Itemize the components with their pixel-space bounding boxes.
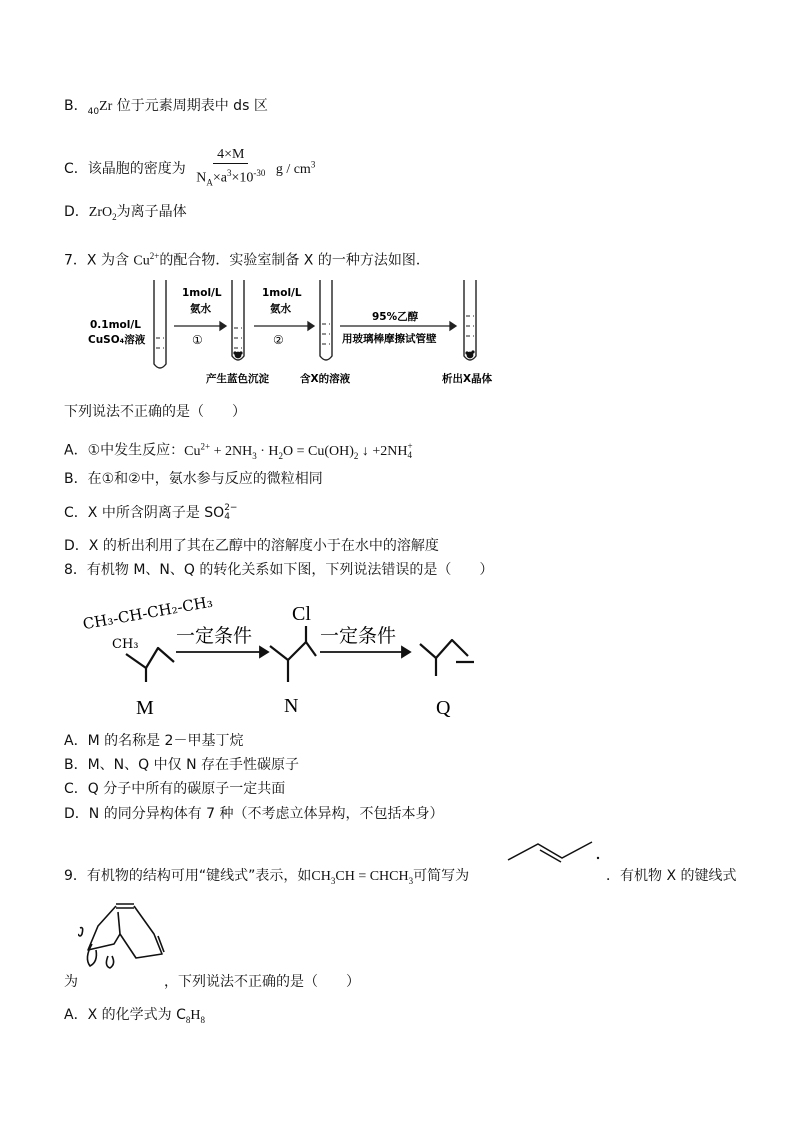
ion-charge: 2+	[149, 251, 160, 261]
formula-sub: 8	[185, 1014, 191, 1025]
equation	[184, 441, 413, 461]
unit: g / cm	[275, 162, 311, 178]
formula-sub: 2	[112, 211, 117, 222]
q7-option-b: B．在①和②中，氨水参与反应的微粒相同	[64, 471, 323, 487]
formula-sub: 3	[330, 875, 336, 886]
label-n: N	[284, 695, 299, 717]
atomic-number: 40	[87, 106, 100, 117]
formula-sub: 8	[200, 1014, 205, 1025]
eq-sub: 4	[407, 450, 412, 461]
q9-question	[64, 972, 360, 992]
eq-sub: 2	[278, 450, 283, 461]
ion-sub: 4	[224, 512, 230, 522]
q8-option-b: B．M、N、Q 中仅 N 存在手性碳原子	[64, 757, 299, 773]
result-label-1: 产生蓝色沉淀	[206, 373, 269, 385]
element-symbol: Zr	[99, 99, 113, 114]
q8-option-c: C．Q 分子中所有的碳原子一定共面	[64, 781, 286, 797]
chlorine-label: Cl	[292, 603, 311, 625]
eq-sub: 2	[353, 450, 359, 461]
test-tube-3-icon	[320, 280, 332, 360]
fraction-numerator: 4×M	[213, 147, 248, 164]
q9-option-a	[64, 1005, 205, 1030]
q6-option-c	[64, 147, 315, 191]
stem-text: 为	[64, 974, 78, 990]
label-q: Q	[436, 697, 451, 719]
eq-part: + 2NH	[210, 443, 253, 459]
q9-stem	[64, 866, 469, 891]
arrow2-step: ②	[273, 333, 284, 347]
q8-reaction-figure	[76, 586, 496, 720]
arrow2-reagent: 氨水	[270, 303, 291, 315]
ion: Cu	[133, 253, 150, 269]
q7-question: 下列说法不正确的是（ ）	[64, 404, 246, 420]
den-na-sub: A	[206, 177, 213, 188]
stem-text: 可简写为	[413, 868, 470, 884]
condition-2: 一定条件	[320, 625, 397, 647]
result-label-3: 析出X晶体	[442, 373, 493, 385]
formula-part: CH = CHCH	[335, 869, 409, 884]
option-text: A．X 的化学式为 C	[64, 1007, 186, 1023]
den-a: ×a	[212, 170, 227, 186]
result-label-2: 含X的溶液	[300, 373, 351, 385]
option-letter: D．	[64, 204, 89, 220]
option-text: 位于元素周期表中 ds 区	[116, 98, 268, 114]
eq-part: · H	[256, 443, 279, 459]
arrow3-reagent: 95%乙醇	[372, 311, 419, 323]
arrow1-step: ①	[192, 333, 203, 347]
test-tube-1-icon	[154, 280, 166, 368]
option-text: C．该晶胞的密度为	[64, 161, 186, 178]
q7-option-c	[64, 503, 237, 523]
condition-1: 一定条件	[176, 625, 253, 647]
option-letter: B．	[64, 98, 88, 114]
formula: ZrO	[88, 205, 113, 220]
eq-sub: 3	[252, 450, 257, 461]
m-handwritten-formula: CH₃-CH-CH₂-CH₃	[81, 592, 215, 634]
molecule-n-icon	[270, 642, 316, 660]
eq-part: O = Cu(OH)	[282, 443, 354, 459]
q7-option-d: D．X 的析出利用了其在乙醇中的溶解度小于在水中的溶解度	[64, 538, 439, 554]
eq-part: ↓ +2NH	[358, 443, 408, 459]
ion-charge: 2−	[224, 503, 238, 513]
q7-stem	[64, 246, 430, 272]
q6-option-b	[64, 96, 268, 122]
label-m: M	[136, 697, 154, 719]
formula-part: H	[190, 1008, 201, 1023]
m-handwritten-methyl: CH₃	[112, 637, 139, 652]
option-text: 为离子晶体	[116, 204, 187, 220]
den-a-sup: 3	[226, 168, 232, 178]
arrow2-concentration: 1mol/L	[262, 287, 302, 299]
eq-sup: 2+	[200, 441, 211, 451]
test-tube-4-icon	[464, 280, 476, 360]
start-concentration: 0.1mol/L	[90, 319, 141, 331]
density-fraction	[192, 147, 269, 191]
stem-text: 9．有机物的结构可用“键线式”表示，如	[64, 868, 312, 884]
arrow3-method: 用玻璃棒摩擦试管壁	[342, 333, 437, 345]
q8-option-d: D．N 的同分异构体有 7 种（不考虑立体异构，不包括本身）	[64, 806, 444, 822]
fraction-denominator	[192, 164, 269, 191]
den-ten: ×10	[231, 170, 254, 186]
stem-text: 的配合物．实验室制备 X 的一种方法如图．	[159, 252, 430, 269]
formula-sub: 3	[408, 875, 414, 886]
butene-skeletal-formula-icon	[506, 834, 606, 874]
stem-text: ，下列说法不正确的是（ ）	[164, 974, 360, 990]
eq-sup: +	[407, 441, 413, 452]
formula	[311, 869, 413, 884]
option-text: A．①中发生反应：	[64, 442, 185, 459]
den-na: N	[196, 170, 207, 186]
q6-option-d	[64, 202, 187, 227]
q8-stem: 8．有机物 M、N、Q 的转化关系如下图，下列说法错误的是（ ）	[64, 562, 494, 578]
eq-part: Cu	[184, 443, 201, 459]
formula-part: CH	[311, 869, 331, 884]
stem-text: 7．X 为含	[64, 252, 129, 269]
q7-procedure-figure	[86, 276, 516, 388]
q7-option-a	[64, 436, 413, 465]
den-ten-sup: -30	[253, 168, 266, 178]
q9-stem-continued: ．有机物 X 的键线式	[606, 868, 737, 884]
arrow1-reagent: 氨水	[190, 303, 211, 315]
molecule-x-skeletal-icon	[78, 896, 170, 976]
unit-sup: 3	[310, 159, 316, 170]
molecule-q-icon	[420, 640, 468, 658]
q8-option-a: A．M 的名称是 2－甲基丁烷	[64, 733, 244, 749]
arrow1-concentration: 1mol/L	[182, 287, 222, 299]
start-solution: CuSO₄溶液	[88, 334, 146, 346]
option-text: C．X 中所含阴离子是 SO	[64, 505, 225, 521]
